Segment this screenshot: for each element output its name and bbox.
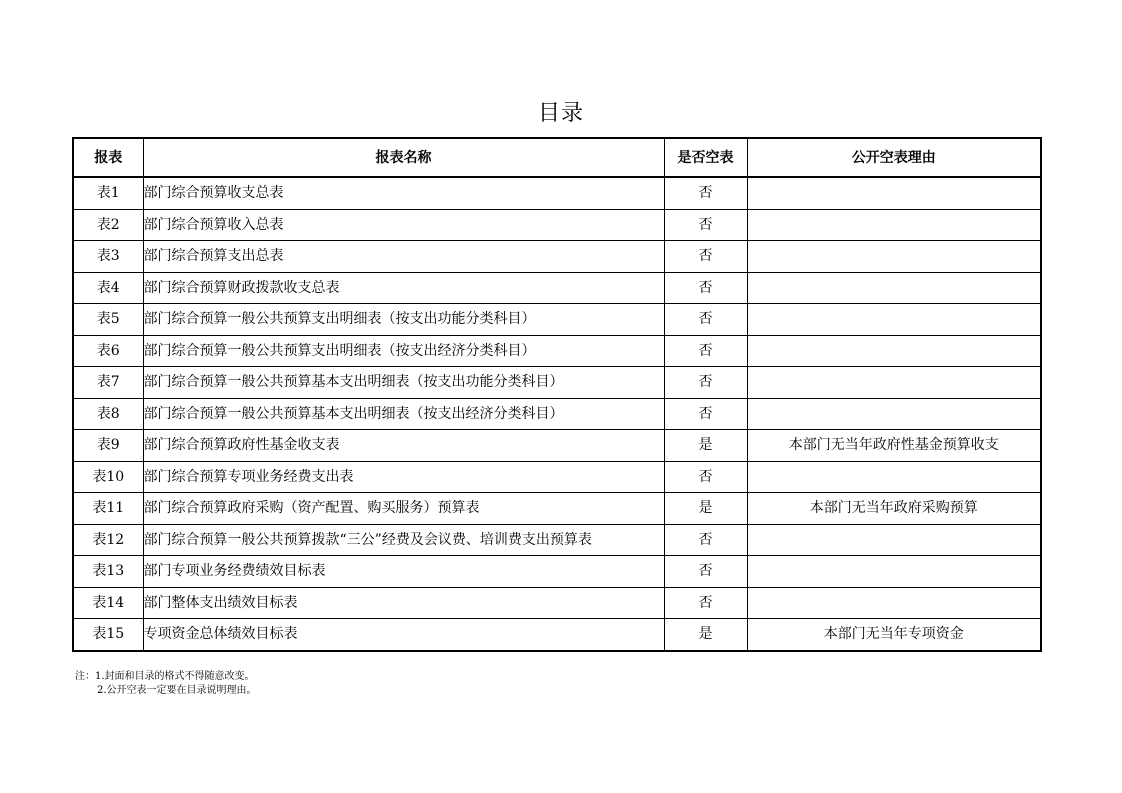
cell-is-empty: 是 [664, 619, 747, 651]
cell-empty-reason [747, 556, 1041, 588]
cell-is-empty: 否 [664, 587, 747, 619]
table-row [73, 556, 1041, 588]
cell-table-name: 部门专项业务经费绩效目标表 [143, 556, 664, 588]
cell-empty-reason [747, 272, 1041, 304]
cell-table-name: 部门综合预算专项业务经费支出表 [143, 461, 664, 493]
header-is-empty: 是否空表 [664, 138, 747, 177]
cell-empty-reason [747, 524, 1041, 556]
cell-table-no: 表3 [73, 241, 143, 273]
cell-empty-reason [747, 367, 1041, 399]
cell-table-no: 表11 [73, 493, 143, 525]
cell-empty-reason: 本部门无当年政府性基金预算收支 [747, 430, 1041, 462]
cell-is-empty: 否 [664, 209, 747, 241]
table-row [73, 398, 1041, 430]
table-row [73, 461, 1041, 493]
note-line-2: 2.公开空表一定要在目录说明理由。 [97, 685, 257, 696]
cell-table-name: 专项资金总体绩效目标表 [143, 619, 664, 651]
cell-is-empty: 否 [664, 272, 747, 304]
table-row [73, 241, 1041, 273]
cell-empty-reason [747, 209, 1041, 241]
cell-table-name: 部门综合预算收入总表 [143, 209, 664, 241]
cell-table-no: 表10 [73, 461, 143, 493]
cell-table-no: 表7 [73, 367, 143, 399]
table-row [73, 524, 1041, 556]
cell-table-name: 部门综合预算政府性基金收支表 [143, 430, 664, 462]
cell-empty-reason: 本部门无当年专项资金 [747, 619, 1041, 651]
cell-table-name: 部门整体支出绩效目标表 [143, 587, 664, 619]
cell-table-no: 表15 [73, 619, 143, 651]
cell-table-name: 部门综合预算一般公共预算支出明细表（按支出功能分类科目） [143, 304, 664, 336]
cell-is-empty: 否 [664, 335, 747, 367]
cell-is-empty: 否 [664, 177, 747, 209]
note-line-1: 注：1.封面和目录的格式不得随意改变。 [75, 671, 255, 682]
cell-is-empty: 否 [664, 367, 747, 399]
cell-empty-reason [747, 587, 1041, 619]
table-row [73, 493, 1041, 525]
cell-table-no: 表2 [73, 209, 143, 241]
cell-empty-reason: 本部门无当年政府采购预算 [747, 493, 1041, 525]
catalog-table [72, 137, 1042, 652]
cell-empty-reason [747, 461, 1041, 493]
table-row [73, 430, 1041, 462]
cell-table-no: 表9 [73, 430, 143, 462]
cell-is-empty: 否 [664, 304, 747, 336]
cell-is-empty: 否 [664, 461, 747, 493]
cell-table-name: 部门综合预算一般公共预算基本支出明细表（按支出经济分类科目） [143, 398, 664, 430]
cell-table-no: 表6 [73, 335, 143, 367]
cell-table-no: 表1 [73, 177, 143, 209]
cell-is-empty: 否 [664, 556, 747, 588]
cell-is-empty: 否 [664, 524, 747, 556]
cell-table-name: 部门综合预算一般公共预算基本支出明细表（按支出功能分类科目） [143, 367, 664, 399]
cell-empty-reason [747, 177, 1041, 209]
cell-empty-reason [747, 241, 1041, 273]
table-row [73, 177, 1041, 209]
cell-table-name: 部门综合预算收支总表 [143, 177, 664, 209]
header-table-no: 报表 [73, 138, 143, 177]
cell-table-no: 表12 [73, 524, 143, 556]
cell-table-name: 部门综合预算支出总表 [143, 241, 664, 273]
cell-table-name: 部门综合预算一般公共预算拨款“三公”经费及会议费、培训费支出预算表 [143, 524, 664, 556]
cell-is-empty: 是 [664, 493, 747, 525]
cell-table-no: 表13 [73, 556, 143, 588]
page-title: 目录 [537, 101, 584, 126]
cell-table-name: 部门综合预算政府采购（资产配置、购买服务）预算表 [143, 493, 664, 525]
cell-table-no: 表14 [73, 587, 143, 619]
table-row [73, 304, 1041, 336]
cell-table-no: 表4 [73, 272, 143, 304]
cell-empty-reason [747, 398, 1041, 430]
footnotes [75, 670, 257, 698]
table-body [73, 177, 1041, 651]
cell-table-no: 表5 [73, 304, 143, 336]
cell-empty-reason [747, 304, 1041, 336]
table-row [73, 209, 1041, 241]
cell-table-name: 部门综合预算一般公共预算支出明细表（按支出经济分类科目） [143, 335, 664, 367]
table-row [73, 272, 1041, 304]
cell-is-empty: 否 [664, 398, 747, 430]
cell-table-name: 部门综合预算财政拨款收支总表 [143, 272, 664, 304]
cell-is-empty: 否 [664, 241, 747, 273]
table-row [73, 619, 1041, 651]
header-empty-reason: 公开空表理由 [747, 138, 1041, 177]
table-row [73, 367, 1041, 399]
cell-empty-reason [747, 335, 1041, 367]
table-row [73, 587, 1041, 619]
cell-table-no: 表8 [73, 398, 143, 430]
header-table-name: 报表名称 [143, 138, 664, 177]
table-header-row [73, 138, 1041, 177]
cell-is-empty: 是 [664, 430, 747, 462]
table-row [73, 335, 1041, 367]
